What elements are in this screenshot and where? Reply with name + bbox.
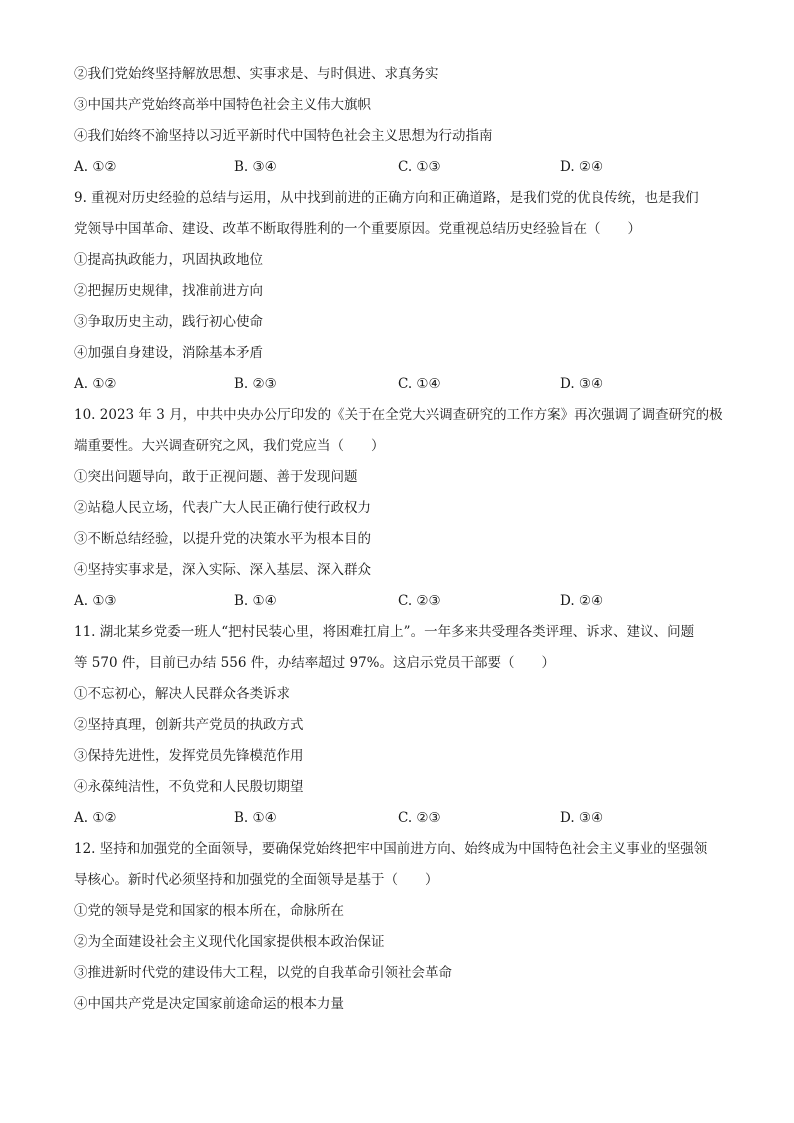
q12-item-2: ②为全面建设社会主义现代化国家提供根本政治保证 bbox=[74, 934, 385, 950]
q9-options bbox=[74, 372, 734, 403]
q10-stem-line-2: 端重要性。大兴调查研究之风，我们党应当（ ） bbox=[74, 438, 385, 454]
q10-option-c: C. ②③ bbox=[398, 593, 441, 609]
q8-option-b: B. ③④ bbox=[234, 159, 277, 175]
q9-option-a: A. ①② bbox=[74, 376, 117, 392]
q10-item-2: ②站稳人民立场，代表广大人民正确行使行政权力 bbox=[74, 500, 371, 516]
q8-item-2: ②我们党始终坚持解放思想、实事求是、与时俱进、求真务实 bbox=[74, 66, 439, 82]
q9-item-1: ①提高执政能力，巩固执政地位 bbox=[74, 252, 263, 268]
exam-page bbox=[74, 62, 734, 1023]
q10-item-4: ④坚持实事求是，深入实际、深入基层、深入群众 bbox=[74, 562, 371, 578]
q9-stem-line-1: 9. 重视对历史经验的总结与运用，从中找到前进的正确方向和正确道路，是我们党的优良传统，也是我们 bbox=[74, 190, 699, 206]
q11-option-c: C. ②③ bbox=[398, 810, 441, 826]
q9-option-c: C. ①④ bbox=[398, 376, 441, 392]
q9-item-3: ③争取历史主动，践行初心使命 bbox=[74, 314, 263, 330]
q8-option-d: D. ②④ bbox=[560, 159, 604, 175]
q8-option-c: C. ①③ bbox=[398, 159, 441, 175]
q12-item-4: ④中国共产党是决定国家前途命运的根本力量 bbox=[74, 996, 344, 1012]
q8-item-4: ④我们始终不渝坚持以习近平新时代中国特色社会主义思想为行动指南 bbox=[74, 128, 493, 144]
q11-item-1: ①不忘初心，解决人民群众各类诉求 bbox=[74, 686, 290, 702]
q11-item-2: ②坚持真理，创新共产党员的执政方式 bbox=[74, 717, 304, 733]
q10-option-d: D. ②④ bbox=[560, 593, 604, 609]
q9-option-d: D. ③④ bbox=[560, 376, 604, 392]
q12-item-3: ③推进新时代党的建设伟大工程，以党的自我革命引领社会革命 bbox=[74, 965, 452, 981]
q12-item-1: ①党的领导是党和国家的根本所在，命脉所在 bbox=[74, 903, 344, 919]
question-8 bbox=[74, 62, 734, 186]
q11-stem-line-2: 等 570 件，目前已办结 556 件，办结率超过 97%。这启示党员干部要（ ） bbox=[74, 655, 555, 671]
q10-item-3: ③不断总结经验，以提升党的决策水平为根本目的 bbox=[74, 531, 371, 547]
q12-stem-line-1: 12. 坚持和加强党的全面领导，要确保党始终把牢中国前进方向、始终成为中国特色社会主义事业的坚强领 bbox=[74, 841, 708, 857]
question-12 bbox=[74, 837, 734, 1023]
q10-stem-line-1: 10. 2023 年 3 月，中共中央办公厅印发的《关于在全党大兴调查研究的工作方案》再次强调了调查研究的极 bbox=[74, 407, 723, 423]
q11-stem-line-1: 11. 湖北某乡党委一班人“把村民装心里，将困难扛肩上”。一年多来共受理各类评理、诉求、建议、问题 bbox=[74, 624, 695, 640]
q8-options bbox=[74, 155, 734, 186]
q11-options bbox=[74, 806, 734, 837]
q12-stem-line-2: 导核心。新时代必须坚持和加强党的全面领导是基于（ ） bbox=[74, 872, 439, 888]
question-10 bbox=[74, 403, 734, 620]
q10-option-a: A. ①③ bbox=[74, 593, 117, 609]
q10-item-1: ①突出问题导向，敢于正视问题、善于发现问题 bbox=[74, 469, 358, 485]
q8-option-a: A. ①② bbox=[74, 159, 117, 175]
q10-option-b: B. ①④ bbox=[234, 593, 277, 609]
q9-stem-line-2: 党领导中国革命、建设、改革不断取得胜利的一个重要原因。党重视总结历史经验旨在（ ） bbox=[74, 221, 641, 237]
q11-option-d: D. ③④ bbox=[560, 810, 604, 826]
q9-option-b: B. ②③ bbox=[234, 376, 277, 392]
q9-item-4: ④加强自身建设，消除基本矛盾 bbox=[74, 345, 263, 361]
q10-options bbox=[74, 589, 734, 620]
question-11 bbox=[74, 620, 734, 837]
q8-item-3: ③中国共产党始终高举中国特色社会主义伟大旗帜 bbox=[74, 97, 371, 113]
q11-option-b: B. ①④ bbox=[234, 810, 277, 826]
q11-item-4: ④永葆纯洁性，不负党和人民殷切期望 bbox=[74, 779, 304, 795]
q11-option-a: A. ①② bbox=[74, 810, 117, 826]
q9-item-2: ②把握历史规律，找准前进方向 bbox=[74, 283, 263, 299]
question-9 bbox=[74, 186, 734, 403]
q11-item-3: ③保持先进性，发挥党员先锋模范作用 bbox=[74, 748, 304, 764]
